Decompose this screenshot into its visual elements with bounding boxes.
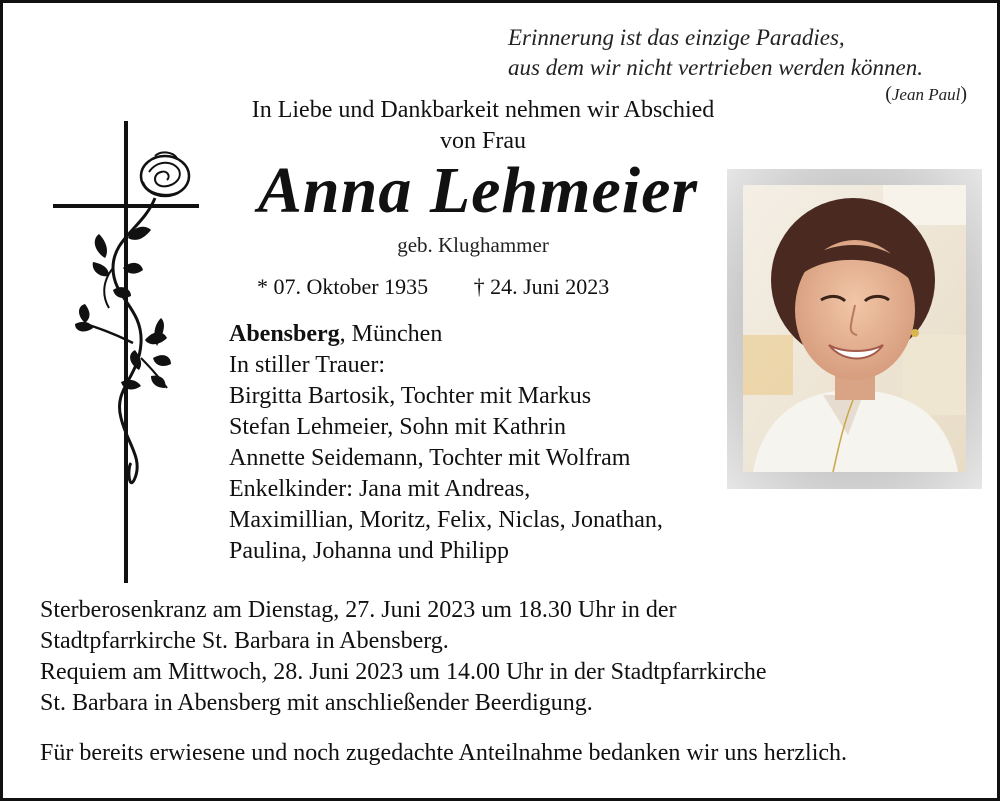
epigraph-quote — [508, 23, 978, 83]
mourners-city-rest: , München — [339, 321, 443, 347]
thanks-text: Für bereits erwiesene und noch zugedachte Anteilnahme bedanken wir uns herzlich. — [40, 740, 848, 766]
maiden-name: geb. Klughammer — [397, 233, 549, 257]
service-line: St. Barbara in Abensberg mit anschließender Beerdigung. — [40, 690, 593, 716]
deceased-name: Anna Lehmeier — [257, 154, 699, 227]
mourners-line: Paulina, Johanna und Philipp — [229, 538, 509, 564]
service-line: Stadtpfarrkirche St. Barbara in Abensberg. — [40, 628, 449, 654]
mourners-line: Annette Seidemann, Tochter mit Wolfram — [229, 445, 631, 471]
mourners-line: Birgitta Bartosik, Tochter mit Markus — [229, 383, 592, 409]
service-line: Requiem am Mittwoch, 28. Juni 2023 um 14.00 Uhr in der Stadtpfarrkirche — [40, 659, 767, 685]
portrait-photo — [743, 185, 966, 472]
intro-line-1: In Liebe und Dankbarkeit nehmen wir Abschied — [251, 97, 715, 123]
birth-date: * 07. Oktober 1935 — [257, 274, 429, 299]
portrait-photo-frame — [727, 169, 982, 489]
mourners-line: Stefan Lehmeier, Sohn mit Kathrin — [229, 414, 566, 440]
mourners-line: Maximillian, Moritz, Felix, Niclas, Jonathan, — [229, 507, 663, 533]
death-date: † 24. Juni 2023 — [473, 274, 610, 299]
intro-line-2: von Frau — [440, 128, 526, 154]
service-details — [40, 595, 980, 719]
mourners-line: Enkelkinder: Jana mit Andreas, — [229, 476, 531, 502]
quote-line-1: Erinnerung ist das einzige Paradies, — [508, 25, 845, 50]
quote-author-name: Jean Paul — [891, 85, 961, 104]
intro-text — [203, 95, 763, 157]
quote-line-2: aus dem wir nicht vertrieben werden können. — [508, 55, 923, 80]
mourners-location — [229, 319, 749, 350]
mourners-block — [229, 319, 749, 567]
service-line: Sterberosenkranz am Dienstag, 27. Juni 2023 um 18.30 Uhr in der — [40, 597, 677, 623]
cross-with-rose-icon — [43, 118, 213, 588]
mourners-city: Abensberg — [229, 321, 340, 347]
life-dates — [233, 274, 673, 300]
quote-author: (Jean Paul) — [885, 83, 967, 105]
mourners-line: In stiller Trauer: — [229, 352, 385, 378]
